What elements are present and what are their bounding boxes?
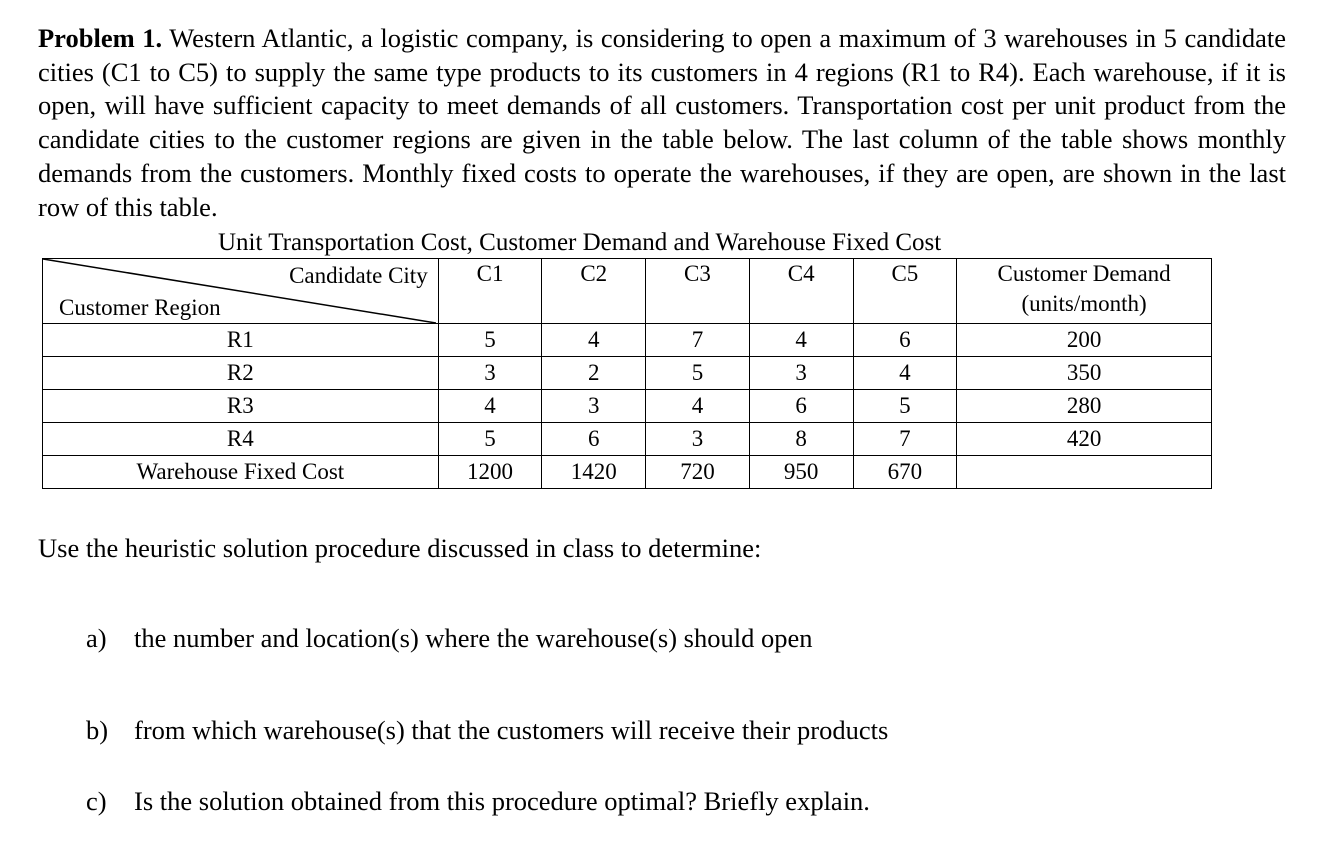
header-customer-region: Customer Region: [59, 295, 221, 320]
fixed-cost-cell: 670: [853, 456, 957, 489]
region-label: R2: [43, 357, 439, 390]
cost-cell: 3: [646, 423, 750, 456]
demand-cell: 200: [957, 324, 1212, 357]
cost-cell: 4: [646, 390, 750, 423]
demand-cell: 420: [957, 423, 1212, 456]
cost-cell: 4: [853, 357, 957, 390]
question-a: [86, 623, 812, 654]
header-city-c4: C4: [749, 259, 853, 324]
cost-cell: 4: [438, 390, 542, 423]
table-caption: Unit Transportation Cost, Customer Demand and Warehouse Fixed Cost: [218, 229, 942, 256]
fixed-cost-cell: 1200: [438, 456, 542, 489]
fixed-cost-label: Warehouse Fixed Cost: [43, 456, 439, 489]
question-text: Is the solution obtained from this procedure optimal? Briefly explain.: [134, 786, 870, 816]
question-b: [86, 715, 888, 746]
fixed-cost-empty-cell: [957, 456, 1212, 489]
fixed-cost-cell: 1420: [542, 456, 646, 489]
cost-cell: 3: [542, 390, 646, 423]
header-candidate-city: Candidate City: [289, 263, 428, 288]
demand-cell: 280: [957, 390, 1212, 423]
table-header-row: [43, 259, 1212, 324]
cost-cell: 8: [749, 423, 853, 456]
fixed-cost-cell: 720: [646, 456, 750, 489]
cost-cell: 3: [438, 357, 542, 390]
problem-text: Western Atlantic, a logistic company, is considering to open a maximum of 3 warehouses in 5 candidate cities (C1 to C5) to supply the same type products to its customers in 4 regions (R1 to R4). Each warehouse, if it is open, will have sufficient capacity to meet demands of all customers. Transportation cost per unit product from the candidate cities to the customer regions are given in the table below. The last column of the table shows monthly demands from the customers. Monthly fixed costs to operate the warehouses, if they are open, are shown in the last row of this table.: [38, 23, 1286, 222]
table-row: [43, 423, 1212, 456]
cost-cell: 7: [853, 423, 957, 456]
region-label: R4: [43, 423, 439, 456]
cost-cell: 4: [749, 324, 853, 357]
header-city-c5: C5: [853, 259, 957, 324]
cost-cell: 5: [646, 357, 750, 390]
demand-header-line1: Customer Demand: [997, 261, 1171, 286]
question-text: from which warehouse(s) that the customers will receive their products: [134, 715, 889, 745]
table-row: [43, 324, 1212, 357]
demand-header-line2: (units/month): [1021, 291, 1147, 316]
diagonal-header-cell: [43, 259, 439, 324]
header-city-c2: C2: [542, 259, 646, 324]
table-row: [43, 357, 1212, 390]
cost-cell: 3: [749, 357, 853, 390]
cost-cell: 6: [542, 423, 646, 456]
region-label: R1: [43, 324, 439, 357]
cost-cell: 5: [438, 324, 542, 357]
instructions: Use the heuristic solution procedure discussed in class to determine:: [38, 533, 762, 563]
problem-statement: [38, 22, 1286, 224]
cost-cell: 7: [646, 324, 750, 357]
fixed-cost-row: [43, 456, 1212, 489]
header-city-c1: C1: [438, 259, 542, 324]
problem-label: Problem 1.: [38, 23, 163, 53]
question-c: [86, 786, 870, 817]
header-customer-demand: [957, 259, 1212, 324]
cost-cell: 5: [853, 390, 957, 423]
table-row: [43, 390, 1212, 423]
header-city-c3: C3: [646, 259, 750, 324]
region-label: R3: [43, 390, 439, 423]
demand-cell: 350: [957, 357, 1212, 390]
question-label: a): [86, 623, 107, 653]
question-label: b): [86, 715, 109, 745]
fixed-cost-cell: 950: [749, 456, 853, 489]
cost-cell: 2: [542, 357, 646, 390]
cost-table: [42, 258, 1212, 496]
question-text: the number and location(s) where the warehouse(s) should open: [134, 623, 813, 653]
question-label: c): [86, 786, 107, 816]
cost-cell: 6: [853, 324, 957, 357]
cost-cell: 4: [542, 324, 646, 357]
cost-cell: 6: [749, 390, 853, 423]
cost-cell: 5: [438, 423, 542, 456]
